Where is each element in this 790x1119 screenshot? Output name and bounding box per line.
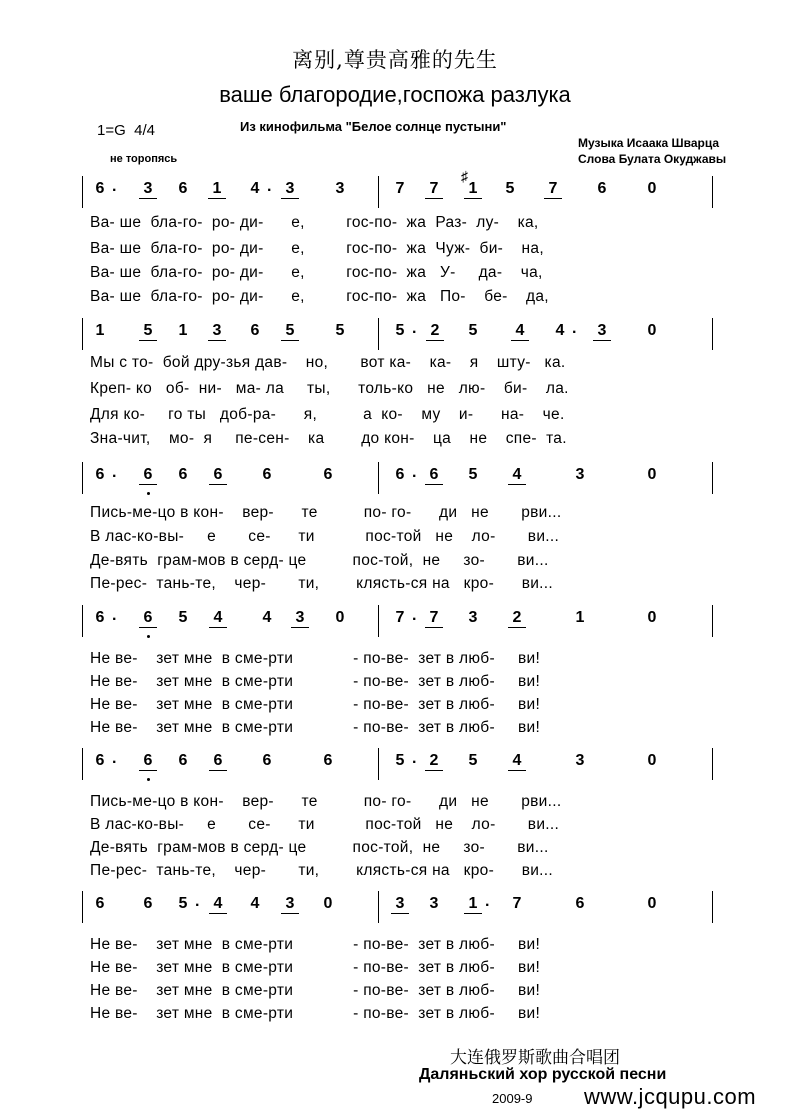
note: 5 (468, 752, 478, 769)
bar-line (712, 605, 713, 637)
note: 4 (511, 322, 529, 341)
note: 7 (425, 609, 443, 628)
bar-line (712, 891, 713, 923)
lyric-line: Не ве- зет мне в сме-рти - по-ве- зет в люб- ви! (90, 719, 541, 736)
bar-line (82, 605, 83, 637)
note: 3 (291, 609, 309, 628)
note: 2 (508, 609, 526, 628)
key-signature: 1=G 4/4 (97, 122, 155, 139)
note: 2 (425, 752, 443, 771)
note: 0 (647, 466, 657, 483)
music-credit: Музыка Исаака Шварца (578, 136, 720, 150)
note: 5 (505, 180, 515, 197)
lyric-line: Ва- ше бла-го- ро- ди- е, гос-по- жа Чуж- би- на, (90, 240, 544, 257)
bar-line (378, 318, 379, 350)
note: 4 (555, 322, 565, 339)
note: 0 (323, 895, 333, 912)
note: 6 (250, 322, 260, 339)
note: 6 (425, 466, 443, 485)
augmentation-dot: · (112, 468, 118, 485)
note: 3 (468, 609, 478, 626)
note: 4 (209, 609, 227, 628)
augmentation-dot: · (412, 324, 418, 341)
title-chinese: 离别,尊贵高雅的先生 (292, 48, 498, 72)
lyric-line: Пе-рес- тань-те, чер- ти, клясть-ся на кро- ви... (90, 575, 554, 592)
note: 6 (178, 180, 188, 197)
bar-line (82, 748, 83, 780)
lyric-line: Креп- ко об- ни- ма- ла ты, толь-ко не лю- би- ла. (90, 380, 569, 397)
bar-line (378, 176, 379, 208)
note: 3 (281, 895, 299, 914)
lower-octave-dot (147, 778, 150, 781)
note: 6 (95, 609, 105, 626)
note: 6 (262, 752, 272, 769)
note: 3 (391, 895, 409, 914)
augmentation-dot: · (412, 611, 418, 628)
augmentation-dot: · (112, 182, 118, 199)
note: 1 (575, 609, 585, 626)
note: 5 (178, 609, 188, 626)
note: 3 (335, 180, 345, 197)
note: 6 (95, 895, 105, 912)
lyric-line: Не ве- зет мне в сме-рти - по-ве- зет в люб- ви! (90, 1005, 541, 1022)
lyric-line: Не ве- зет мне в сме-рти - по-ве- зет в люб- ви! (90, 959, 541, 976)
note: 3 (281, 180, 299, 199)
augmentation-dot: · (485, 897, 491, 914)
augmentation-dot: · (412, 754, 418, 771)
lyric-line: В лас-ко-вы- е се- ти пос-той не ло- ви... (90, 816, 560, 833)
lyric-line: Зна-чит, мо- я пе-сен- ка до кон- ца не спе- та. (90, 430, 567, 447)
note: 6 (575, 895, 585, 912)
note: 5 (468, 466, 478, 483)
note: 4 (250, 895, 260, 912)
note: 7 (544, 180, 562, 199)
note: 1 (95, 322, 105, 339)
title-russian: ваше благородие,госпожа разлука (219, 82, 571, 107)
note: 5 (468, 322, 478, 339)
bar-line (378, 891, 379, 923)
note: 6 (178, 752, 188, 769)
augmentation-dot: · (267, 182, 273, 199)
note: 4 (262, 609, 272, 626)
bar-line (712, 176, 713, 208)
note: 6 (139, 752, 157, 771)
website: www.jcqupu.com (584, 1084, 757, 1109)
augmentation-dot: · (412, 468, 418, 485)
lyric-line: Ва- ше бла-го- ро- ди- е, гос-по- жа У- да- ча, (90, 264, 543, 281)
lyric-line: Для ко- го ты доб-ра- я, а ко- му и- на- че. (90, 406, 565, 423)
lyric-line: Не ве- зет мне в сме-рти - по-ве- зет в люб- ви! (90, 936, 541, 953)
note: 5 (335, 322, 345, 339)
lyric-line: Пись-ме-цо в кон- вер- те по- го- ди не рви... (90, 793, 562, 810)
note: 4 (508, 466, 526, 485)
choir-name-russian: Даляньский хор русской песни (419, 1066, 667, 1083)
bar-line (712, 318, 713, 350)
note: 0 (647, 752, 657, 769)
date: 2009-9 (492, 1091, 533, 1106)
note: 5 (139, 322, 157, 341)
note: 3 (139, 180, 157, 199)
note: 7 (512, 895, 522, 912)
film-source: Из кинофильма "Белое солнце пустыни" (240, 119, 507, 134)
note: 7 (395, 180, 405, 197)
note: 6 (597, 180, 607, 197)
note: 1 (178, 322, 188, 339)
note: 1 (208, 180, 226, 199)
lyric-line: Не ве- зет мне в сме-рти - по-ве- зет в люб- ви! (90, 696, 541, 713)
note: 0 (647, 322, 657, 339)
bar-line (378, 462, 379, 494)
bar-line (82, 318, 83, 350)
note: 5 (178, 895, 188, 912)
note: 6 (323, 466, 333, 483)
note: 0 (335, 609, 345, 626)
lyric-line: Ва- ше бла-го- ро- ди- е, гос-по- жа По- бе- да, (90, 288, 549, 305)
lyric-line: Пись-ме-цо в кон- вер- те по- го- ди не рви... (90, 504, 562, 521)
note: 1 (464, 895, 482, 914)
note: 3 (208, 322, 226, 341)
lyric-line: В лас-ко-вы- е се- ти пос-той не ло- ви... (90, 528, 560, 545)
bar-line (712, 462, 713, 494)
lower-octave-dot (147, 492, 150, 495)
lyrics-credit: Слова Булата Окуджавы (578, 152, 727, 166)
note: 6 (395, 466, 405, 483)
note: 0 (647, 895, 657, 912)
note: 4 (209, 895, 227, 914)
augmentation-dot: · (195, 897, 201, 914)
note: 6 (178, 466, 188, 483)
note: 6 (209, 752, 227, 771)
note: 5 (281, 322, 299, 341)
note: 2 (426, 322, 444, 341)
note: 0 (647, 609, 657, 626)
note: 6 (139, 609, 157, 628)
lyric-line: Де-вять грам-мов в серд- це пос-той, не зо- ви... (90, 552, 549, 569)
note: 6 (95, 180, 105, 197)
note: 3 (575, 752, 585, 769)
bar-line (378, 748, 379, 780)
choir-name-chinese: 大连俄罗斯歌曲合唱团 (450, 1048, 620, 1068)
note: 6 (95, 752, 105, 769)
note: 6 (209, 466, 227, 485)
lyric-line: Не ве- зет мне в сме-рти - по-ве- зет в люб- ви! (90, 673, 541, 690)
note: 3 (593, 322, 611, 341)
lyric-line: Не ве- зет мне в сме-рти - по-ве- зет в люб- ви! (90, 982, 541, 999)
lyric-line: Де-вять грам-мов в серд- це пос-той, не зо- ви... (90, 839, 549, 856)
augmentation-dot: · (112, 611, 118, 628)
note: 0 (647, 180, 657, 197)
note: 5 (395, 322, 405, 339)
lyric-line: Не ве- зет мне в сме-рти - по-ве- зет в люб- ви! (90, 650, 541, 667)
augmentation-dot: · (572, 324, 578, 341)
note: 4 (508, 752, 526, 771)
lyric-line: Пе-рес- тань-те, чер- ти, клясть-ся на кро- ви... (90, 862, 554, 879)
note: 1 (464, 180, 482, 199)
note: 7 (395, 609, 405, 626)
note: 3 (429, 895, 439, 912)
tempo-marking: не торопясь (110, 153, 178, 165)
note: 7 (425, 180, 443, 199)
note: 6 (143, 895, 153, 912)
lyric-line: Мы с то- бой дру-зья дав- но, вот ка- ка- я шту- ка. (90, 354, 566, 371)
bar-line (378, 605, 379, 637)
bar-line (82, 462, 83, 494)
note: 6 (262, 466, 272, 483)
lower-octave-dot (147, 635, 150, 638)
note: 6 (323, 752, 333, 769)
bar-line (82, 891, 83, 923)
note: 5 (395, 752, 405, 769)
augmentation-dot: · (112, 754, 118, 771)
note: 6 (95, 466, 105, 483)
note: 4 (250, 180, 260, 197)
bar-line (82, 176, 83, 208)
lyric-line: Ва- ше бла-го- ро- ди- е, гос-по- жа Раз- лу- ка, (90, 214, 539, 231)
note: 6 (139, 466, 157, 485)
bar-line (712, 748, 713, 780)
note: 3 (575, 466, 585, 483)
sharp-icon: ♯ (461, 168, 468, 184)
